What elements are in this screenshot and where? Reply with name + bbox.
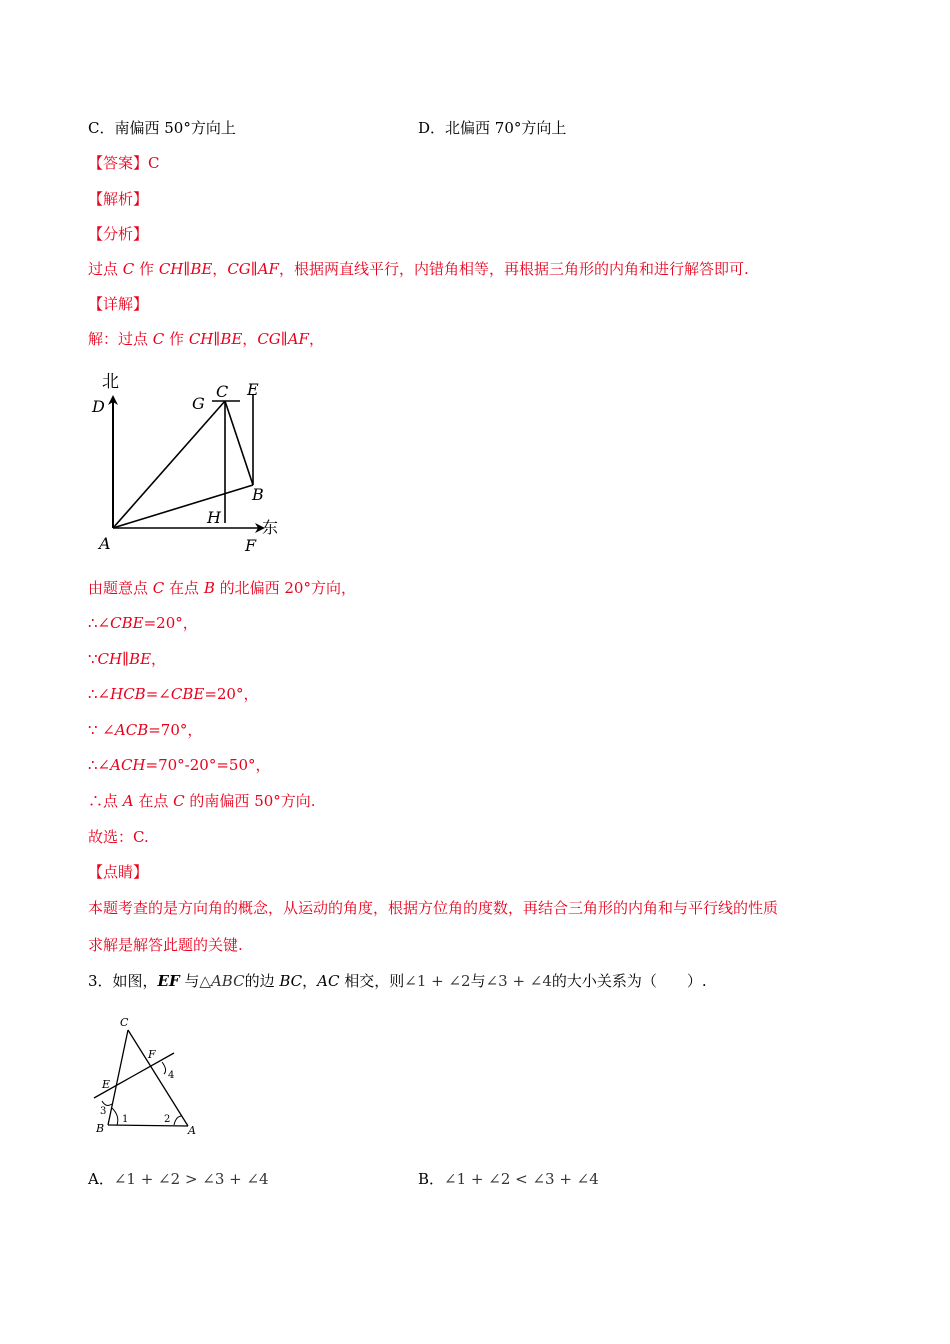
label-east: 东	[262, 518, 279, 537]
line-cb	[225, 401, 253, 485]
label-g: G	[192, 394, 205, 413]
label-e: E	[247, 380, 259, 399]
label-a: A	[99, 534, 111, 553]
label-c: C	[216, 382, 229, 401]
fig2-label-b: B	[96, 1122, 105, 1135]
step-4: ∴∠HCB=∠CBE=20°，	[88, 685, 259, 703]
direction-figure	[80, 365, 300, 560]
option-d: D．北偏西 70°方向上	[418, 119, 567, 137]
comment-text-1: 本题考查的是方向角的概念，从运动的角度，根据方位角的度数，再结合三角形的内角和与平行线的性质	[88, 899, 779, 917]
fig2-label-1: 1	[122, 1114, 129, 1125]
angle-1-arc	[112, 1108, 118, 1125]
step-1: 由题意点 C 在点 B 的北偏西 20°方向，	[88, 579, 356, 597]
fenxi-text: 过点 C 作 CH∥BE，CG∥AF，根据两直线平行，内错角相等，再根据三角形的内角和进行解答即可.	[88, 260, 749, 278]
detail-label: 【详解】	[88, 295, 149, 313]
question-3: 3．如图，EF 与△ABC的边 BC，AC 相交，则∠1 + ∠2与∠3 + ∠4的大小关系为（ ）.	[88, 972, 707, 990]
answer-label: 【答案】	[88, 154, 149, 172]
triangle-figure	[88, 1012, 208, 1140]
line-ab	[113, 485, 253, 528]
label-h: H	[207, 508, 221, 527]
comment-text-2: 求解是解答此题的关键.	[88, 936, 243, 954]
fenxi-label: 【分析】	[88, 225, 149, 243]
option-c: C．南偏西 50°方向上	[88, 119, 236, 137]
side-ba	[108, 1125, 188, 1126]
fig2-label-a: A	[188, 1124, 196, 1137]
fig2-label-c: C	[120, 1016, 129, 1029]
detail-intro: 解：过点 C 作 CH∥BE，CG∥AF，	[88, 330, 324, 348]
fig2-label-2: 2	[164, 1114, 171, 1125]
step-3: ∵CH∥BE，	[88, 650, 167, 668]
side-ca	[128, 1030, 188, 1126]
choice-line: 故选：C.	[88, 828, 149, 846]
step-2: ∴∠CBE=20°，	[88, 614, 198, 632]
label-d: D	[92, 397, 105, 416]
analysis-label: 【解析】	[88, 190, 149, 208]
option-b: B．∠1 + ∠2 < ∠3 + ∠4	[418, 1170, 599, 1188]
label-f: F	[245, 536, 257, 555]
fig2-label-4: 4	[168, 1070, 175, 1081]
label-b: B	[252, 485, 264, 504]
fig2-label-f: F	[148, 1048, 156, 1061]
angle-3-arc	[102, 1101, 112, 1105]
fig2-label-3: 3	[100, 1106, 107, 1117]
line-ef	[94, 1053, 174, 1098]
step-6: ∴∠ACH=70°-20°=50°，	[88, 756, 271, 774]
angle-2-arc	[174, 1116, 182, 1125]
option-a: A．∠1 + ∠2 > ∠3 + ∠4	[88, 1170, 269, 1188]
step-5: ∵ ∠ACB=70°，	[88, 721, 203, 739]
step-7: ∴点 A 在点 C 的南偏西 50°方向.	[88, 792, 316, 810]
answer-value: C	[148, 154, 160, 172]
fig2-label-e: E	[102, 1078, 111, 1091]
answer-line	[88, 153, 160, 173]
comment-label: 【点睛】	[88, 863, 149, 881]
angle-4-arc	[162, 1062, 166, 1074]
label-north: 北	[102, 372, 119, 392]
side-cb	[108, 1030, 128, 1125]
